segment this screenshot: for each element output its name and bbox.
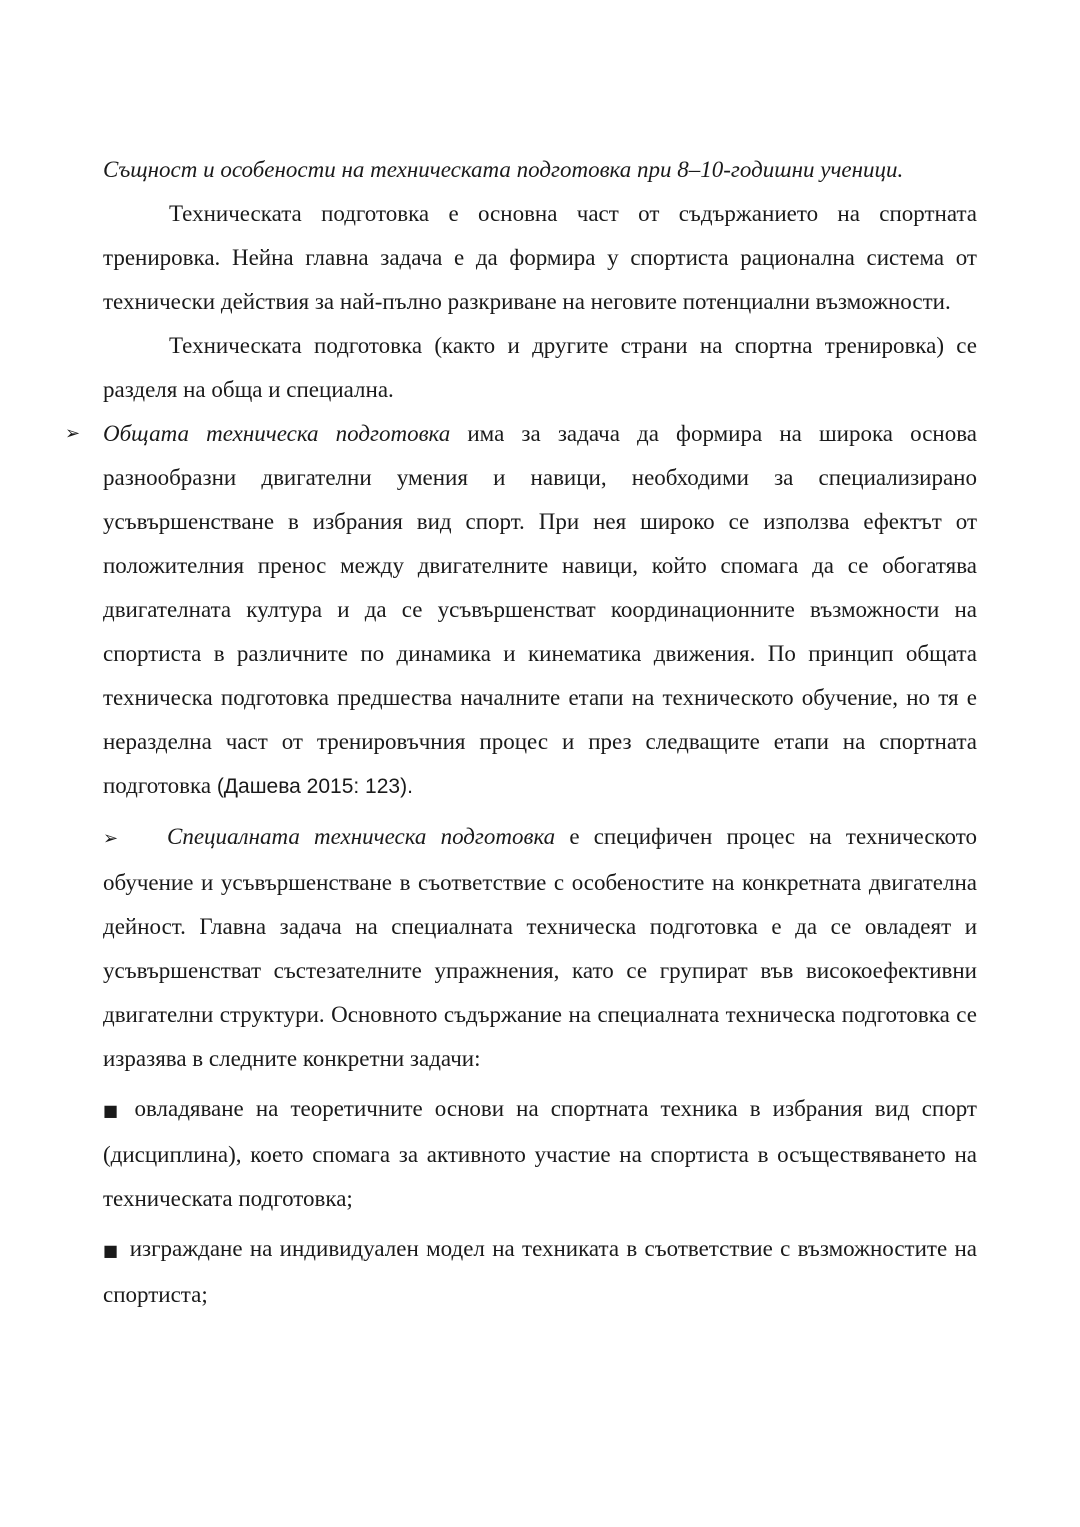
paragraph-division: Техническата подготовка (както и другите страни на спортна тренировка) се разделя на обща и специална. bbox=[103, 333, 977, 402]
arrow-bullet-icon: ➢ bbox=[103, 828, 119, 849]
square-bullet-icon: ■ bbox=[103, 1101, 125, 1120]
document-page bbox=[65, 148, 977, 1317]
task-item bbox=[103, 1087, 977, 1221]
special-training-text: е специфичен процес на техническото обучение и усъвършенстване в съответствие с особеностите на конкретната двигателна дейност. Главна задача на специалната техническа подготовка е да се овладеят и усъвършенстват състезателните упражнения, като се групират във високоефективни двигателни структури. Основното съдържание на специалната техническа подготовка се изразява в следните конкретни задачи: bbox=[103, 824, 977, 1071]
square-bullet-icon: ■ bbox=[103, 1241, 120, 1260]
paragraph-intro: Техническата подготовка е основна част от съдържанието на спортната тренировка. Нейна главна задача е да формира у спортиста рационална система от технически действия за най-пълно разкриване на неговите потенциални възможности. bbox=[103, 201, 977, 314]
citation: (Дашева 2015: 123). bbox=[216, 775, 413, 798]
task-item bbox=[103, 1227, 977, 1317]
term-general-training: Общата техническа подготовка bbox=[103, 421, 451, 446]
bullet-special-training bbox=[103, 815, 977, 1081]
general-training-text: има за задача да формира на широка основа разнообразни двигателни умения и навици, необходими за специализирано усъвършенстване в избрания вид спорт. При нея широко се използва ефектът от положителния пренос между двигателните навици, който спомага да се обогатява двигателната култура и да се усъвършенстват координационните възможности на спортиста в различните по динамика и кинематика движения. По принцип общата техническа подготовка предшества началните етапи на техническото обучение, но тя е неразделна част от тренировъчния процес и през следващите етапи на спортната подготовка bbox=[103, 421, 977, 798]
bullet-general-training bbox=[65, 412, 977, 809]
term-special-training: Специалната техническа подготовка bbox=[167, 824, 556, 849]
arrow-bullet-icon: ➢ bbox=[65, 423, 81, 444]
task-text: изграждане на индивидуален модел на техниката в съответствие с възможностите на спортиста; bbox=[103, 1236, 977, 1307]
task-text: овладяване на теоретичните основи на спортната техника в избрания вид спорт (дисциплина), което спомага за активното участие на спортиста в осъществяването на техническата подготовка; bbox=[103, 1096, 977, 1211]
section-title: Същност и особености на техническата подготовка при 8–10-годишни ученици. bbox=[103, 157, 904, 182]
